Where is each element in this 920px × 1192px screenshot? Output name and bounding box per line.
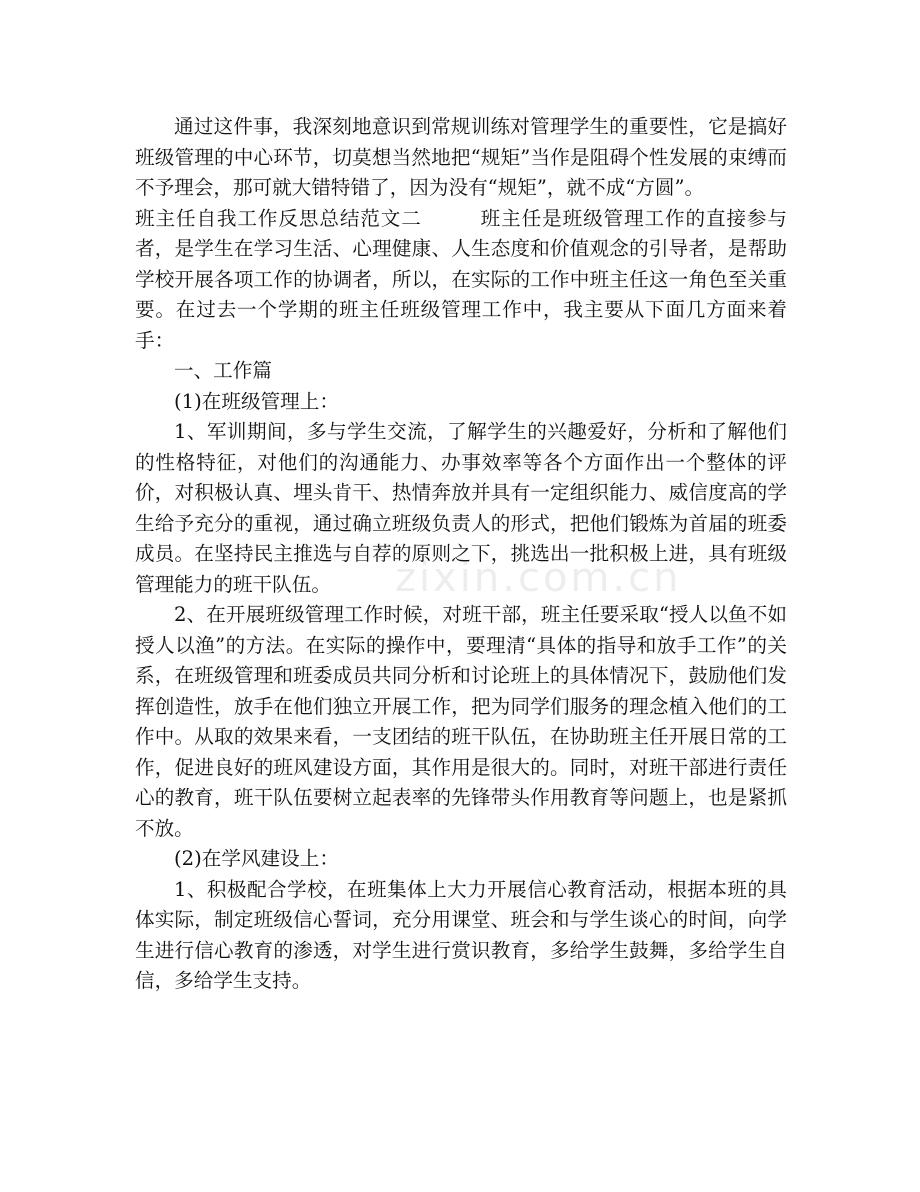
paragraph-conclusion: 通过这件事，我深刻地意识到常规训练对管理学生的重要性，它是搞好班级管理的中心环节，切莫想当然地把“规矩”当作是阻碍个性发展的束缚而不予理会，那可就大错特错了，因为没有“规矩”，就不成“方圆”。	[135, 115, 787, 199]
section-title: 班主任自我工作反思总结范文二	[135, 206, 422, 230]
heading-work: 一、工作篇	[174, 359, 272, 382]
heading-study-style: (2)在学风建设上：	[174, 847, 339, 870]
watermark-text: zixin.com.cn	[395, 555, 682, 601]
paragraph-confidence-education: 1、积极配合学校，在班集体上大力开展信心教育活动，根据本班的具体实际，制定班级信心誓词，充分用课堂、班会和与学生谈心的时间，向学生进行信心教育的渗透，对学生进行赏识教育，多给学生鼓舞，多给学生自信，多给学生支持。	[135, 877, 787, 992]
document-body	[135, 112, 787, 997]
section-intro-text: 班主任是班级管理工作的直接参与者，是学生在学习生活、心理健康、人生态度和价值观念的引导者，是帮助学校开展各项工作的协调者，所以，在实际的工作中班主任这一角色至关重要。在过去一个学期的班主任班级管理工作中，我主要从下面几方面来着手：	[135, 206, 788, 352]
paragraph-class-cadres: 2、在开展班级管理工作时候，对班干部，班主任要采取“授人以鱼不如授人以渔”的方法。在实际的操作中，要理清“具体的指导和放手工作”的关系，在班级管理和班委成员共同分析和讨论班上的具体情况下，鼓励他们发挥创造性，放手在他们独立开展工作，把为同学们服务的理念植入他们的工作中。从取的效果来看，一支团结的班干队伍，在协助班主任开展日常的工作，促进良好的班风建设方面，其作用是很大的。同时，对班干部进行责任心的教育，班干队伍要树立起表率的先锋带头作用教育等问题上，也是紧抓不放。	[135, 603, 787, 840]
heading-class-management: (1)在班级管理上：	[174, 389, 339, 413]
paragraph-military-training: 1、军训期间，多与学生交流，了解学生的兴趣爱好，分析和了解他们的性格特征，对他们的沟通能力、办事效率等各个方面作出一个整体的评价，对积极认真、埋头肯干、热情奔放并具有一定组织能力、威信度高的学生给予充分的重视，通过确立班级负责人的形式，把他们锻炼为首届的班委成员。在坚持民主推选与自荐的原则之下，挑选出一批积极上进，具有班级管理能力的班干队伍。	[135, 420, 787, 596]
paragraph-section-intro	[135, 204, 787, 357]
